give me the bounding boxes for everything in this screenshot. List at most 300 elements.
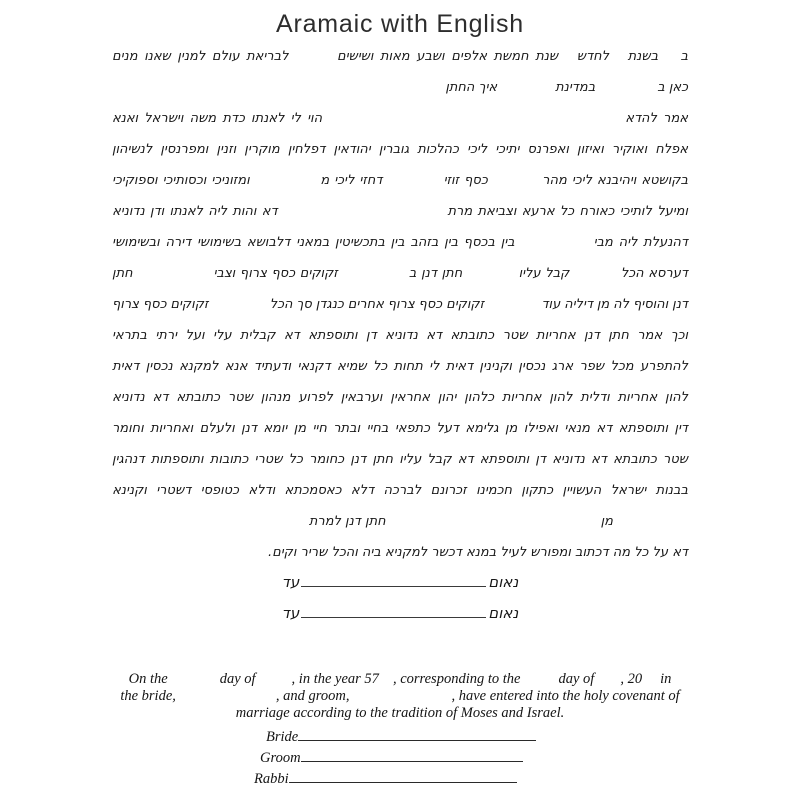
hebrew-line-2 xyxy=(112,80,688,111)
witness-word-label: עד xyxy=(281,573,300,591)
word-space xyxy=(248,462,254,463)
hebrew-word: מהר xyxy=(542,173,567,188)
hebrew-word: חיי xyxy=(312,421,327,436)
fill-in-blank xyxy=(133,276,214,277)
word-space xyxy=(171,59,178,60)
word-space xyxy=(573,369,579,370)
word-space xyxy=(637,245,643,246)
hebrew-word: ודלית xyxy=(580,390,610,405)
word-space xyxy=(421,493,430,494)
word-space xyxy=(517,431,523,432)
hebrew-line-12 xyxy=(112,390,688,421)
word-space xyxy=(236,152,244,153)
hebrew-word: ויהיבנא xyxy=(597,173,637,188)
hebrew-word: הכל xyxy=(269,297,293,312)
word-space xyxy=(458,245,464,246)
word-space xyxy=(227,214,232,215)
english-text-segment: in xyxy=(660,671,672,687)
word-space xyxy=(203,214,208,215)
word-space xyxy=(473,369,479,370)
hebrew-line-13 xyxy=(112,421,688,452)
hebrew-word: שטר xyxy=(227,390,253,405)
english-text-segment: the bride, xyxy=(120,688,176,704)
hebrew-word: לחדש xyxy=(576,49,609,64)
hebrew-word: אפלח xyxy=(655,142,688,157)
word-space xyxy=(487,152,495,153)
word-space xyxy=(384,307,388,308)
hebrew-word: ודלא xyxy=(248,483,276,498)
hebrew-word: כסף xyxy=(142,297,167,312)
hebrew-word: כהלכות xyxy=(417,142,459,157)
word-space xyxy=(290,400,298,401)
hebrew-word: דקנאי xyxy=(297,359,331,374)
hebrew-word: ולעלם xyxy=(199,421,235,436)
hebrew-word: ומפרנסין xyxy=(160,142,209,157)
hebrew-word: לאנתו xyxy=(169,204,203,219)
fill-in-blank xyxy=(594,682,620,683)
word-space xyxy=(487,59,494,60)
hebrew-word: משה xyxy=(189,111,217,126)
hebrew-word: מאות xyxy=(379,49,410,64)
fill-in-blank xyxy=(322,121,625,122)
hebrew-word: לבריאת xyxy=(246,49,289,64)
hebrew-word: חתן xyxy=(372,452,394,467)
hebrew-word: מוקרין xyxy=(244,142,280,157)
hebrew-word: ושישים xyxy=(336,49,374,64)
hebrew-line-14 xyxy=(112,452,688,483)
word-space xyxy=(644,276,649,277)
word-space xyxy=(193,431,199,432)
hebrew-line-3 xyxy=(112,111,688,142)
hebrew-word: להון xyxy=(665,390,688,405)
hebrew-word: להון xyxy=(549,390,573,405)
hebrew-word: אמר xyxy=(637,328,663,343)
hebrew-word: בקושטא xyxy=(641,173,688,188)
word-space xyxy=(409,152,417,153)
fill-in-blank xyxy=(349,699,451,700)
hebrew-word: כתפאי xyxy=(394,421,430,436)
hebrew-word: וקנינא xyxy=(112,483,147,498)
hebrew-word: אמר xyxy=(663,111,688,126)
word-space xyxy=(459,152,467,153)
fill-in-blank xyxy=(208,307,269,308)
english-line-2 xyxy=(0,688,800,705)
hebrew-word: מ xyxy=(320,173,330,188)
word-space xyxy=(241,245,247,246)
word-space xyxy=(291,369,297,370)
word-space xyxy=(452,462,458,463)
hebrew-phrase: דא על כל מה דכתוב ומפורש לעיל במנא דכשר למקניא ביה והכל שריר וקים. xyxy=(267,545,688,560)
word-space xyxy=(253,400,261,401)
fill-in-blank xyxy=(520,682,558,683)
fill-in-blank xyxy=(168,682,220,683)
aramaic-text-block xyxy=(112,49,688,576)
hebrew-word: חכמינו xyxy=(476,483,512,498)
hebrew-word: שנת xyxy=(535,49,559,64)
word-space xyxy=(609,307,613,308)
witness-signature-line xyxy=(301,605,486,618)
hebrew-word: כטופסי xyxy=(200,483,239,498)
hebrew-word: עלי xyxy=(213,328,232,343)
hebrew-word: להדא xyxy=(625,111,657,126)
hebrew-word: להתפרע xyxy=(639,359,688,374)
signature-field-bride xyxy=(254,727,584,748)
hebrew-word: ומזוניכי xyxy=(211,173,250,188)
hebrew-word: בזהב xyxy=(410,235,439,250)
word-space xyxy=(494,338,502,339)
word-space xyxy=(257,431,263,432)
word-space xyxy=(494,400,502,401)
signature-line-rabbi xyxy=(289,769,517,783)
hebrew-word: וזנין xyxy=(216,142,237,157)
hebrew-word: דן xyxy=(366,328,377,343)
hebrew-word: וקנינין xyxy=(479,359,512,374)
hebrew-word: נדוניא xyxy=(112,204,145,219)
hebrew-word: מנאי xyxy=(564,421,591,436)
word-space xyxy=(416,276,421,277)
fill-in-blank xyxy=(386,524,601,525)
hebrew-word: עולם xyxy=(211,49,240,64)
word-space xyxy=(231,338,239,339)
word-space xyxy=(555,214,560,215)
word-space xyxy=(418,338,426,339)
word-space xyxy=(593,307,597,308)
hebrew-word: ליכי xyxy=(467,142,488,157)
hebrew-word: צרוף xyxy=(387,297,415,312)
hebrew-word: וחומר xyxy=(111,421,144,436)
word-space xyxy=(512,493,521,494)
word-space xyxy=(239,493,248,494)
word-space xyxy=(275,493,284,494)
word-space xyxy=(205,59,212,60)
hebrew-word: וספוקיכי xyxy=(112,173,158,188)
hebrew-word: לפרוע xyxy=(298,390,333,405)
hebrew-word: בתכשיטין xyxy=(334,235,385,250)
witness-signature-block xyxy=(0,573,800,635)
word-space xyxy=(442,338,450,339)
word-space xyxy=(567,183,572,184)
word-space xyxy=(312,307,316,308)
word-space xyxy=(325,152,333,153)
hebrew-word: קבל xyxy=(427,452,452,467)
fill-in-blank xyxy=(595,90,657,91)
hebrew-word: בשנת xyxy=(627,49,659,64)
word-space xyxy=(377,338,385,339)
hebrew-word: הוי xyxy=(307,111,323,126)
hebrew-word: ארג xyxy=(551,359,574,374)
hebrew-word: ודן xyxy=(150,204,165,219)
word-space xyxy=(574,214,579,215)
hebrew-word: נדוניא xyxy=(552,452,585,467)
hebrew-word: ודעתיד xyxy=(253,359,292,374)
hebrew-word: זוזי xyxy=(443,173,460,188)
hebrew-word: ומיעל xyxy=(657,204,688,219)
word-space xyxy=(333,400,341,401)
fill-in-blank xyxy=(515,245,594,246)
word-space xyxy=(592,183,597,184)
hebrew-word: בכסף xyxy=(463,235,495,250)
word-space xyxy=(529,59,536,60)
hebrew-word: כדת xyxy=(222,111,245,126)
word-space xyxy=(287,431,293,432)
word-space xyxy=(405,245,411,246)
fill-in-blank xyxy=(176,699,276,700)
english-line-1 xyxy=(0,671,800,688)
hebrew-word: כל xyxy=(288,452,303,467)
word-space xyxy=(166,307,170,308)
hebrew-word: לברכה xyxy=(383,483,422,498)
word-space xyxy=(472,214,477,215)
hebrew-word: חמשת xyxy=(493,49,529,64)
word-space xyxy=(590,431,596,432)
hebrew-word: ואחריות xyxy=(150,421,194,436)
word-space xyxy=(600,338,608,339)
word-space xyxy=(519,152,527,153)
word-space xyxy=(245,121,251,122)
hebrew-word: כאורח xyxy=(579,204,615,219)
hebrew-word: כסף xyxy=(464,173,488,188)
hebrew-word: דנן xyxy=(241,421,257,436)
word-space xyxy=(612,431,618,432)
word-space xyxy=(657,462,663,463)
hebrew-word: זקוקים xyxy=(446,297,485,312)
word-space xyxy=(144,431,150,432)
hebrew-word: ואוקיר xyxy=(611,142,648,157)
word-space xyxy=(327,431,333,432)
word-space xyxy=(558,431,564,432)
fill-in-blank xyxy=(569,276,620,277)
hebrew-word: כל xyxy=(372,359,388,374)
english-text-segment: day of xyxy=(558,671,595,687)
hebrew-word: דאית xyxy=(112,359,140,374)
hebrew-word: שטרי xyxy=(254,452,283,467)
hebrew-word: כתובתא xyxy=(613,452,657,467)
word-space xyxy=(145,400,153,401)
hebrew-word: נדוניא xyxy=(385,328,418,343)
word-space xyxy=(284,121,290,122)
hebrew-word: בין xyxy=(500,235,515,250)
hebrew-word: לי xyxy=(429,359,440,374)
hebrew-word: שטר xyxy=(663,452,688,467)
signature-fields-block xyxy=(254,727,584,790)
word-space xyxy=(374,493,383,494)
hebrew-word: העשויין xyxy=(562,483,602,498)
word-space xyxy=(438,245,444,246)
word-space xyxy=(331,369,337,370)
hebrew-word: ב xyxy=(680,49,688,64)
fill-in-blank xyxy=(658,59,680,60)
fill-in-blank xyxy=(497,90,555,91)
word-space xyxy=(541,276,546,277)
hebrew-word: ותוספתא xyxy=(479,452,530,467)
hebrew-phrase: מן xyxy=(600,514,613,529)
hebrew-word: שמיא xyxy=(336,359,367,374)
word-space xyxy=(516,214,521,215)
hebrew-word: ליה xyxy=(618,235,638,250)
word-space xyxy=(467,493,476,494)
word-space xyxy=(216,121,222,122)
word-space xyxy=(139,307,143,308)
word-space xyxy=(657,400,665,401)
word-space xyxy=(205,338,213,339)
hebrew-word: דין xyxy=(674,421,688,436)
word-space xyxy=(139,369,145,370)
word-space xyxy=(371,152,379,153)
word-space xyxy=(542,400,550,401)
word-space xyxy=(604,152,612,153)
hebrew-word: דנן xyxy=(583,328,600,343)
hebrew-word: יהודאין xyxy=(333,142,371,157)
english-text-segment: , in the year 57 xyxy=(291,671,379,687)
hebrew-line-5 xyxy=(112,173,688,204)
word-space xyxy=(160,245,166,246)
hebrew-word: מרת xyxy=(447,204,473,219)
hebrew-word: לי xyxy=(290,111,301,126)
hebrew-word: ב xyxy=(408,266,417,281)
word-space xyxy=(560,307,564,308)
word-space xyxy=(495,245,501,246)
hebrew-word: יהון xyxy=(437,390,457,405)
hebrew-word: גוברין xyxy=(378,142,410,157)
word-space xyxy=(183,121,189,122)
hebrew-word: ובתר xyxy=(333,421,361,436)
hebrew-word: דא xyxy=(283,328,300,343)
hebrew-word: מנים xyxy=(111,49,138,64)
hebrew-phrase: איך החתן xyxy=(445,80,498,95)
fill-in-blank xyxy=(256,682,292,683)
hebrew-word: דא xyxy=(261,204,278,219)
word-space xyxy=(300,338,308,339)
hebrew-word: כלהון xyxy=(464,390,495,405)
hebrew-word: וצבי xyxy=(213,266,236,281)
hebrew-line-9 xyxy=(112,297,688,328)
word-space xyxy=(235,276,240,277)
signature-word-label: נאום xyxy=(488,604,519,622)
hebrew-word: עוד xyxy=(541,297,561,312)
hebrew-word: אלפים xyxy=(451,49,487,64)
hebrew-line-17 xyxy=(112,545,688,576)
hebrew-word: ועל xyxy=(185,328,205,343)
word-space xyxy=(459,183,464,184)
hebrew-word: לותיכי xyxy=(619,204,652,219)
hebrew-word: וכך xyxy=(670,328,688,343)
signature-field-rabbi xyxy=(254,769,584,790)
hebrew-word: ליכי xyxy=(571,173,592,188)
word-space xyxy=(572,400,580,401)
word-space xyxy=(204,462,210,463)
word-space xyxy=(235,431,241,432)
field-label-bride: Bride xyxy=(266,729,299,745)
word-space xyxy=(145,462,151,463)
word-space xyxy=(138,121,144,122)
word-space xyxy=(634,369,640,370)
hebrew-word: כתובתא xyxy=(176,390,221,405)
hebrew-word: והוסיף xyxy=(632,297,669,312)
word-space xyxy=(668,307,672,308)
word-space xyxy=(415,307,419,308)
hebrew-word: דהנעלת xyxy=(643,235,688,250)
hebrew-word: כתובתא xyxy=(450,328,495,343)
hebrew-word: זקוקים xyxy=(299,266,338,281)
hebrew-word: עליו xyxy=(399,452,422,467)
word-space xyxy=(301,121,307,122)
hebrew-word: בין xyxy=(444,235,459,250)
word-space xyxy=(220,400,228,401)
hebrew-word: שאנו xyxy=(144,49,171,64)
hebrew-word: נכסין xyxy=(518,359,546,374)
word-space xyxy=(366,462,372,463)
word-space xyxy=(173,369,179,370)
fill-in-blank xyxy=(642,682,660,683)
hebrew-word: דנן xyxy=(350,452,367,467)
hebrew-word: לאנתו xyxy=(251,111,285,126)
hebrew-word: בין xyxy=(390,235,405,250)
word-space xyxy=(342,493,351,494)
hebrew-word: ליה xyxy=(208,204,228,219)
word-space xyxy=(430,400,438,401)
hebrew-word: דנהגין xyxy=(111,452,145,467)
fill-in-blank xyxy=(558,59,577,60)
word-space xyxy=(267,276,272,277)
hebrew-word: דא xyxy=(591,452,607,467)
hebrew-phrase: במדינת xyxy=(555,80,596,95)
signature-word-label: נאום xyxy=(488,573,519,591)
english-text-segment: , corresponding to the xyxy=(392,671,521,687)
hebrew-word: ואיזון xyxy=(577,142,604,157)
hebrew-word: דא xyxy=(596,421,613,436)
word-space xyxy=(442,307,446,308)
word-space xyxy=(629,307,633,308)
signature-field-groom xyxy=(254,748,584,769)
hebrew-word: דנן xyxy=(421,266,437,281)
field-label-rabbi: Rabbi xyxy=(254,771,289,787)
hebrew-word: אנא xyxy=(224,359,248,374)
word-space xyxy=(388,431,394,432)
hebrew-word: למקנא xyxy=(179,359,219,374)
hebrew-word: אחראין xyxy=(390,390,430,405)
word-space xyxy=(247,369,253,370)
hebrew-line-16 xyxy=(112,514,688,545)
word-space xyxy=(652,214,657,215)
english-text-block xyxy=(0,671,800,790)
word-space xyxy=(585,462,591,463)
hebrew-word: יתיכי xyxy=(495,142,520,157)
word-space xyxy=(546,462,552,463)
word-space xyxy=(292,307,296,308)
hebrew-word: שפר xyxy=(579,359,605,374)
witness-word-label: עד xyxy=(281,604,300,622)
hebrew-word: וכסותיכי xyxy=(162,173,207,188)
hebrew-word: שטר xyxy=(502,328,528,343)
word-space xyxy=(646,493,655,494)
english-text-segment: , 20 xyxy=(620,671,643,687)
hebrew-word: חתן xyxy=(608,328,629,343)
hebrew-line-1 xyxy=(112,49,688,80)
hebrew-word: מן xyxy=(596,297,610,312)
fill-in-blank xyxy=(382,183,443,184)
word-space xyxy=(668,431,674,432)
word-space xyxy=(528,338,536,339)
fill-in-blank xyxy=(488,183,542,184)
hebrew-word: בחיי xyxy=(366,421,389,436)
word-space xyxy=(367,369,373,370)
hebrew-word: אחרים xyxy=(347,297,384,312)
hebrew-word: ארעא xyxy=(521,204,555,219)
word-space xyxy=(569,152,577,153)
fill-in-blank xyxy=(484,307,541,308)
english-text-segment: On the xyxy=(128,671,168,687)
hebrew-word: ואפילו xyxy=(523,421,558,436)
